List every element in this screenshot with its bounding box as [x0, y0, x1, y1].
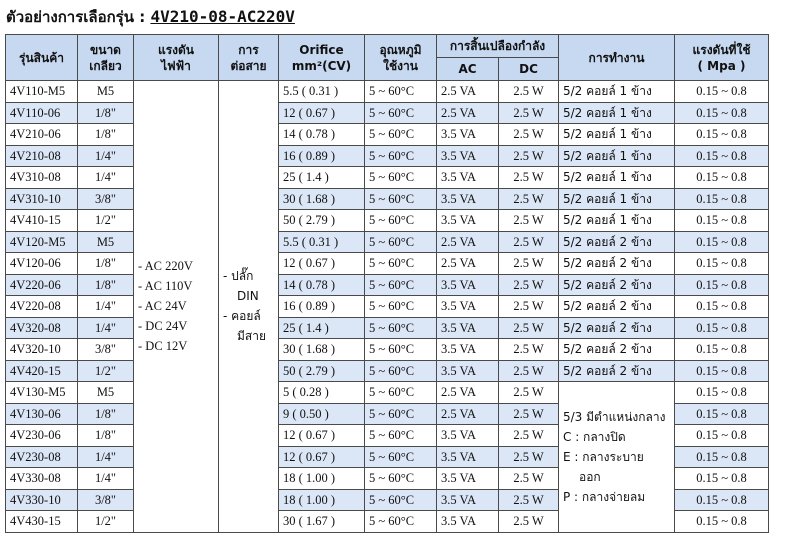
model-cell: 4V120-M5	[6, 231, 78, 253]
thread-cell: 1/4"	[78, 167, 134, 189]
power-dc-cell: 2.5 W	[499, 102, 559, 124]
pressure-cell: 0.15 ~ 0.8	[675, 317, 769, 339]
orifice-cell: 14 ( 0.78 )	[279, 124, 365, 146]
pressure-cell: 0.15 ~ 0.8	[675, 188, 769, 210]
pressure-cell: 0.15 ~ 0.8	[675, 511, 769, 533]
model-cell: 4V130-06	[6, 403, 78, 425]
operation-cell: 5/2 คอยล์ 1 ข้าง	[559, 188, 675, 210]
thread-cell: 1/8"	[78, 253, 134, 275]
model-cell: 4V320-10	[6, 339, 78, 361]
model-cell: 4V310-08	[6, 167, 78, 189]
thread-cell: M5	[78, 382, 134, 404]
header-power: การสิ้นเปลืองกำลัง	[437, 35, 559, 58]
header-model: รุ่นสินค้า	[6, 35, 78, 81]
header-orifice: Orifice mm²(CV)	[279, 35, 365, 81]
thread-cell: 1/4"	[78, 446, 134, 468]
power-ac-cell: 3.5 VA	[437, 210, 499, 232]
power-dc-cell: 2.5 W	[499, 231, 559, 253]
orifice-cell: 12 ( 0.67 )	[279, 253, 365, 275]
model-cell: 4V130-M5	[6, 382, 78, 404]
orifice-cell: 9 ( 0.50 )	[279, 403, 365, 425]
power-dc-cell: 2.5 W	[499, 489, 559, 511]
pressure-cell: 0.15 ~ 0.8	[675, 382, 769, 404]
position-notes	[559, 382, 675, 533]
pressure-cell: 0.15 ~ 0.8	[675, 124, 769, 146]
pressure-cell: 0.15 ~ 0.8	[675, 231, 769, 253]
note-line: - AC 220V	[138, 259, 193, 274]
temperature-cell: 5 ~ 60°C	[365, 145, 437, 167]
operation-cell: 5/2 คอยล์ 1 ข้าง	[559, 124, 675, 146]
header-voltage: แรงดัน ไฟฟ้า	[134, 35, 219, 81]
model-cell: 4V320-08	[6, 317, 78, 339]
note-line: มีสาย	[237, 329, 267, 344]
orifice-cell: 5.5 ( 0.31 )	[279, 81, 365, 103]
pressure-cell: 0.15 ~ 0.8	[675, 145, 769, 167]
temperature-cell: 5 ~ 60°C	[365, 188, 437, 210]
header-pressure: แรงดันที่ใช้ ( Mpa )	[675, 35, 769, 81]
temperature-cell: 5 ~ 60°C	[365, 446, 437, 468]
power-dc-cell: 2.5 W	[499, 360, 559, 382]
thread-cell: 1/4"	[78, 296, 134, 318]
orifice-cell: 14 ( 0.78 )	[279, 274, 365, 296]
power-dc-cell: 2.5 W	[499, 210, 559, 232]
connection-options	[219, 81, 279, 533]
operation-cell: 5/2 คอยล์ 2 ข้าง	[559, 231, 675, 253]
power-ac-cell: 3.5 VA	[437, 296, 499, 318]
thread-cell: 1/4"	[78, 145, 134, 167]
power-dc-cell: 2.5 W	[499, 274, 559, 296]
orifice-cell: 50 ( 2.79 )	[279, 360, 365, 382]
temperature-cell: 5 ~ 60°C	[365, 468, 437, 490]
power-ac-cell: 2.5 VA	[437, 253, 499, 275]
temperature-cell: 5 ~ 60°C	[365, 425, 437, 447]
operation-cell: 5/2 คอยล์ 1 ข้าง	[559, 167, 675, 189]
model-cell: 4V210-08	[6, 145, 78, 167]
orifice-cell: 12 ( 0.67 )	[279, 425, 365, 447]
temperature-cell: 5 ~ 60°C	[365, 489, 437, 511]
note-line: - คอยล์	[223, 309, 261, 324]
model-cell: 4V220-08	[6, 296, 78, 318]
model-cell: 4V230-08	[6, 446, 78, 468]
pressure-cell: 0.15 ~ 0.8	[675, 167, 769, 189]
orifice-cell: 5.5 ( 0.31 )	[279, 231, 365, 253]
thread-cell: 1/8"	[78, 124, 134, 146]
model-cell: 4V430-15	[6, 511, 78, 533]
temperature-cell: 5 ~ 60°C	[365, 296, 437, 318]
table-row	[6, 124, 769, 146]
power-ac-cell: 2.5 VA	[437, 81, 499, 103]
power-ac-cell: 3.5 VA	[437, 360, 499, 382]
operation-cell: 5/2 คอยล์ 1 ข้าง	[559, 210, 675, 232]
note-line: 5/3 มีตำแหน่งกลาง	[563, 409, 666, 424]
temperature-cell: 5 ~ 60°C	[365, 81, 437, 103]
model-cell: 4V230-06	[6, 425, 78, 447]
orifice-cell: 18 ( 1.00 )	[279, 489, 365, 511]
header-ac: AC	[437, 58, 499, 81]
orifice-cell: 30 ( 1.68 )	[279, 339, 365, 361]
table-body	[6, 81, 769, 533]
orifice-cell: 30 ( 1.68 )	[279, 188, 365, 210]
temperature-cell: 5 ~ 60°C	[365, 403, 437, 425]
header-operation: การทำงาน	[559, 35, 675, 81]
temperature-cell: 5 ~ 60°C	[365, 231, 437, 253]
power-ac-cell: 3.5 VA	[437, 124, 499, 146]
orifice-cell: 16 ( 0.89 )	[279, 296, 365, 318]
table-row	[6, 102, 769, 124]
pressure-cell: 0.15 ~ 0.8	[675, 210, 769, 232]
operation-cell: 5/2 คอยล์ 2 ข้าง	[559, 339, 675, 361]
model-cell: 4V220-06	[6, 274, 78, 296]
note-line: P : กลางจ่ายลม	[563, 489, 646, 504]
thread-cell: 1/8"	[78, 102, 134, 124]
note-line: C : กลางปิด	[563, 429, 626, 444]
table-row	[6, 167, 769, 189]
power-ac-cell: 3.5 VA	[437, 339, 499, 361]
note-line: E : กลางระบาย	[563, 449, 644, 464]
thread-cell: 1/8"	[78, 403, 134, 425]
orifice-cell: 5 ( 0.28 )	[279, 382, 365, 404]
orifice-cell: 50 ( 2.79 )	[279, 210, 365, 232]
power-dc-cell: 2.5 W	[499, 511, 559, 533]
pressure-cell: 0.15 ~ 0.8	[675, 339, 769, 361]
model-cell: 4V110-M5	[6, 81, 78, 103]
power-ac-cell: 2.5 VA	[437, 102, 499, 124]
pressure-cell: 0.15 ~ 0.8	[675, 296, 769, 318]
pressure-cell: 0.15 ~ 0.8	[675, 468, 769, 490]
table-row	[6, 296, 769, 318]
temperature-cell: 5 ~ 60°C	[365, 210, 437, 232]
spec-table	[5, 34, 769, 533]
power-dc-cell: 2.5 W	[499, 145, 559, 167]
power-ac-cell: 2.5 VA	[437, 382, 499, 404]
note-line: - ปลั๊ก	[223, 269, 254, 284]
pressure-cell: 0.15 ~ 0.8	[675, 81, 769, 103]
temperature-cell: 5 ~ 60°C	[365, 339, 437, 361]
model-cell: 4V310-10	[6, 188, 78, 210]
table-row	[6, 339, 769, 361]
thread-cell: 3/8"	[78, 489, 134, 511]
orifice-cell: 16 ( 0.89 )	[279, 145, 365, 167]
table-row	[6, 360, 769, 382]
power-dc-cell: 2.5 W	[499, 81, 559, 103]
note-line: - DC 12V	[138, 339, 188, 354]
table-row	[6, 274, 769, 296]
temperature-cell: 5 ~ 60°C	[365, 382, 437, 404]
power-dc-cell: 2.5 W	[499, 253, 559, 275]
operation-cell: 5/2 คอยล์ 2 ข้าง	[559, 360, 675, 382]
model-cell: 4V120-06	[6, 253, 78, 275]
power-dc-cell: 2.5 W	[499, 403, 559, 425]
pressure-cell: 0.15 ~ 0.8	[675, 403, 769, 425]
voltage-options	[134, 81, 219, 533]
operation-cell: 5/2 คอยล์ 2 ข้าง	[559, 296, 675, 318]
orifice-cell: 25 ( 1.4 )	[279, 317, 365, 339]
table-row	[6, 253, 769, 275]
power-dc-cell: 2.5 W	[499, 167, 559, 189]
orifice-cell: 12 ( 0.67 )	[279, 102, 365, 124]
thread-cell: 1/8"	[78, 425, 134, 447]
model-cell: 4V410-15	[6, 210, 78, 232]
power-dc-cell: 2.5 W	[499, 446, 559, 468]
power-dc-cell: 2.5 W	[499, 339, 559, 361]
temperature-cell: 5 ~ 60°C	[365, 253, 437, 275]
temperature-cell: 5 ~ 60°C	[365, 360, 437, 382]
temperature-cell: 5 ~ 60°C	[365, 102, 437, 124]
orifice-cell: 18 ( 1.00 )	[279, 468, 365, 490]
power-dc-cell: 2.5 W	[499, 382, 559, 404]
pressure-cell: 0.15 ~ 0.8	[675, 360, 769, 382]
note-line: - AC 110V	[138, 279, 193, 294]
power-ac-cell: 3.5 VA	[437, 317, 499, 339]
model-cell: 4V330-10	[6, 489, 78, 511]
pressure-cell: 0.15 ~ 0.8	[675, 274, 769, 296]
power-ac-cell: 3.5 VA	[437, 145, 499, 167]
power-dc-cell: 2.5 W	[499, 296, 559, 318]
thread-cell: 1/4"	[78, 468, 134, 490]
thread-cell: M5	[78, 231, 134, 253]
title-model: 4V210-08-AC220V	[150, 7, 295, 26]
power-ac-cell: 3.5 VA	[437, 468, 499, 490]
model-cell: 4V210-06	[6, 124, 78, 146]
operation-cell: 5/2 คอยล์ 1 ข้าง	[559, 81, 675, 103]
thread-cell: 1/4"	[78, 317, 134, 339]
power-ac-cell: 3.5 VA	[437, 446, 499, 468]
operation-cell: 5/2 คอยล์ 2 ข้าง	[559, 317, 675, 339]
operation-cell: 5/2 คอยล์ 2 ข้าง	[559, 274, 675, 296]
table-row	[6, 145, 769, 167]
pressure-cell: 0.15 ~ 0.8	[675, 253, 769, 275]
header-connection: การ ต่อสาย	[219, 35, 279, 81]
power-ac-cell: 3.5 VA	[437, 274, 499, 296]
table-row	[6, 382, 769, 404]
power-ac-cell: 3.5 VA	[437, 167, 499, 189]
temperature-cell: 5 ~ 60°C	[365, 167, 437, 189]
orifice-cell: 30 ( 1.67 )	[279, 511, 365, 533]
model-cell: 4V420-15	[6, 360, 78, 382]
power-ac-cell: 3.5 VA	[437, 489, 499, 511]
pressure-cell: 0.15 ~ 0.8	[675, 102, 769, 124]
orifice-cell: 25 ( 1.4 )	[279, 167, 365, 189]
power-ac-cell: 2.5 VA	[437, 231, 499, 253]
temperature-cell: 5 ~ 60°C	[365, 317, 437, 339]
power-ac-cell: 3.5 VA	[437, 188, 499, 210]
table-row	[6, 81, 769, 103]
operation-cell: 5/2 คอยล์ 1 ข้าง	[559, 145, 675, 167]
header-thread: ขนาด เกลียว	[78, 35, 134, 81]
thread-cell: 1/2"	[78, 210, 134, 232]
pressure-cell: 0.15 ~ 0.8	[675, 489, 769, 511]
note-line: ออก	[579, 469, 601, 484]
temperature-cell: 5 ~ 60°C	[365, 124, 437, 146]
power-ac-cell: 3.5 VA	[437, 511, 499, 533]
note-line: - AC 24V	[138, 299, 187, 314]
operation-cell: 5/2 คอยล์ 2 ข้าง	[559, 253, 675, 275]
model-cell: 4V330-08	[6, 468, 78, 490]
note-line: DIN	[237, 289, 259, 304]
thread-cell: 3/8"	[78, 339, 134, 361]
table-row	[6, 231, 769, 253]
power-dc-cell: 2.5 W	[499, 124, 559, 146]
thread-cell: M5	[78, 81, 134, 103]
pressure-cell: 0.15 ~ 0.8	[675, 446, 769, 468]
table-row	[6, 210, 769, 232]
operation-cell: 5/2 คอยล์ 1 ข้าง	[559, 102, 675, 124]
power-dc-cell: 2.5 W	[499, 425, 559, 447]
thread-cell: 1/2"	[78, 511, 134, 533]
thread-cell: 1/2"	[78, 360, 134, 382]
power-dc-cell: 2.5 W	[499, 188, 559, 210]
header-temperature: อุณหภูมิ ใช้งาน	[365, 35, 437, 81]
power-dc-cell: 2.5 W	[499, 468, 559, 490]
table-row	[6, 317, 769, 339]
note-line: - DC 24V	[138, 319, 188, 334]
header-dc: DC	[499, 58, 559, 81]
title-prefix: ตัวอย่างการเลือกรุ่น :	[6, 8, 151, 26]
thread-cell: 1/8"	[78, 274, 134, 296]
temperature-cell: 5 ~ 60°C	[365, 274, 437, 296]
pressure-cell: 0.15 ~ 0.8	[675, 425, 769, 447]
power-ac-cell: 3.5 VA	[437, 425, 499, 447]
orifice-cell: 12 ( 0.67 )	[279, 446, 365, 468]
temperature-cell: 5 ~ 60°C	[365, 511, 437, 533]
power-dc-cell: 2.5 W	[499, 317, 559, 339]
power-ac-cell: 2.5 VA	[437, 403, 499, 425]
model-cell: 4V110-06	[6, 102, 78, 124]
page-title	[6, 5, 295, 29]
thread-cell: 3/8"	[78, 188, 134, 210]
table-row	[6, 188, 769, 210]
